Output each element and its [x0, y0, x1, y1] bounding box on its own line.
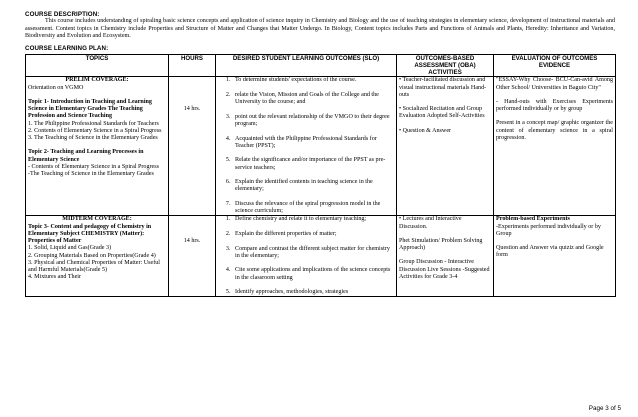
- prelim-evaluation-cell: [494, 77, 616, 216]
- topic2-item: -The Teaching of Science in the Elementary Grades: [28, 171, 154, 178]
- prelim-topics-cell: [26, 77, 169, 216]
- slo-item: 2. Explain the different properties of matter;: [232, 231, 394, 238]
- prelim-slo-list: [218, 77, 394, 215]
- evaluation-title: Problem-based Experiments: [496, 216, 570, 223]
- midterm-row: [26, 216, 616, 297]
- midterm-slo-cell: [216, 216, 397, 297]
- oba-item: • Lectures and Interactive Discussion.: [399, 216, 462, 230]
- midterm-topics-cell: [26, 216, 169, 297]
- topic1-title: Topic 1- Introduction in Teaching and Learning Science in Elementary Grades The Teaching Profession and Science Teaching: [28, 98, 152, 120]
- midterm-oba-cell: [397, 216, 494, 297]
- topic3-title: Topic 3- Content and pedagogy of Chemistry in Elementary Subject CHEMISTRY (Matter): Properties of Matter: [28, 223, 152, 245]
- topic1-item: 3. The Teaching of Science in the Elementary Grades: [28, 135, 158, 142]
- page-number: Page 3 of 5: [588, 405, 621, 412]
- slo-item: 5. Relate the significance and/or importance of the PPST as pre-service teachers;: [232, 157, 394, 172]
- learning-plan-table: [25, 54, 616, 298]
- orientation-text: Orientation on VGMO: [28, 84, 84, 91]
- topic3-item: 2. Grouping Materials Based on Properties(Grade 4): [28, 252, 156, 259]
- oba-item: • Question & Answer: [399, 127, 452, 134]
- evaluation-item: - Hand-outs with Exercises Experiments performed individually or by group: [496, 98, 613, 113]
- slo-item: 4. Acquainted with the Philippine Professional Standards for Teacher (PPST);: [232, 136, 394, 151]
- course-description-heading: COURSE DESCRIPTION:: [25, 11, 100, 18]
- document-page: [25, 11, 615, 297]
- course-description-text: This course includes understanding of spiraling basic science concepts and application of science inquiry in Chemistry and Biology and the use of teaching strategies in elementary science, development of instructional materials and assessment. Content topics in Chemistry include Properties and Structure of Matter and Changes that Matter Undergo. In Biology, Content topics includes Parts and Functions of Animals and Plants, Heredity: Inheritance and Variation, Biodiversity and Evolution and Ecosystem.: [25, 18, 615, 40]
- oba-item: Phet Simulation/ Problem Solving Approach): [399, 237, 483, 252]
- topic2-item: - Contents of Elementary Science in a Spiral Progress: [28, 163, 159, 170]
- topic1-item: 2. Contents of Elementary Science in a Spiral Progress: [28, 127, 162, 134]
- prelim-hours: 14 hrs.: [183, 106, 201, 113]
- table-header-row: [26, 54, 616, 77]
- prelim-row: [26, 77, 616, 216]
- slo-item: 5. Identify approaches, methodologies, strategies: [232, 289, 394, 296]
- header-evaluation: EVALUATION OF OUTCOMES EVIDENCE: [494, 54, 616, 77]
- slo-item: 1. Define chemistry and relate it to elementary teaching;: [232, 216, 394, 223]
- slo-item: 1. To determine students' expectations of the course.: [232, 77, 394, 84]
- topic3-item: 4. Mixtures and Their: [28, 274, 82, 281]
- header-oba: OUTCOMES-BASED ASSESSMENT (OBA) ACTIVITIES: [397, 54, 494, 77]
- evaluation-item: -Experiments performed individually or by Group: [496, 223, 601, 237]
- slo-item: 7. Discuss the relevance of the spiral progression model in the science curriculum;: [232, 201, 394, 216]
- evaluation-item: Question and Answer via quiziz and Google form: [496, 245, 604, 259]
- oba-item: • Socialized Recitation and Group Evaluation Adopted Self-Activities: [399, 106, 485, 120]
- prelim-hours-cell: [169, 77, 216, 216]
- header-topics: TOPICS: [26, 54, 169, 77]
- evaluation-item: "ESSAY-Why Choose- BCU-Can-avid Among Other School/ Universities in Baguio City": [496, 77, 613, 91]
- slo-item: 3. Compare and contrast the different subject matter for chemistry in the elementary;: [232, 246, 394, 261]
- prelim-coverage-label: PRELIM COVERAGE:: [65, 77, 129, 84]
- slo-item: 2. relate the Vision, Mission and Goals of the College and the University to the course; and: [232, 92, 394, 107]
- header-slo: DESIRED STUDENT LEARNING OUTCOMES (SLO): [216, 54, 397, 77]
- slo-item: 6. Explain the identified contents in teaching science in the elementary;: [232, 179, 394, 194]
- midterm-hours-cell: [169, 216, 216, 297]
- prelim-oba-cell: [397, 77, 494, 216]
- oba-item: • Teacher-facilitated discussion and visual instructional materials Hand-outs: [399, 77, 487, 98]
- midterm-slo-list: [218, 216, 394, 296]
- topic3-item: 3. Physical and Chemical Properties of Matter: Useful and Harmful Materials(Grade 5): [28, 259, 161, 274]
- topic3-item: 1. Solid, Liquid and Gas(Grade 3): [28, 245, 112, 252]
- midterm-coverage-label: MIDTERM COVERAGE:: [62, 216, 132, 223]
- midterm-hours: 14 hrs.: [183, 238, 201, 245]
- slo-item: 4. Cite some applications and implications of the science concepts in the classroom setting: [232, 267, 394, 282]
- topic1-item: 1. The Philippine Professional Standards for Teachers: [28, 120, 159, 127]
- evaluation-item: Present in a concept map/ graphic organizer the content of elementary science in a spiral progression.: [496, 120, 613, 141]
- learning-plan-heading: COURSE LEARNING PLAN:: [25, 45, 109, 53]
- oba-item: Group Discussion - Interactive Discussion Live Sessions -Suggested Activities for Grade 3-4: [399, 259, 490, 280]
- slo-item: 3. point out the relevant relationship of the VMGO to their degree program;: [232, 114, 394, 129]
- prelim-slo-cell: [216, 77, 397, 216]
- header-hours: HOURS: [169, 54, 216, 77]
- midterm-evaluation-cell: [494, 216, 616, 297]
- topic2-title: Topic 2- Teaching and Learning Processes in Elementary Science: [28, 149, 144, 163]
